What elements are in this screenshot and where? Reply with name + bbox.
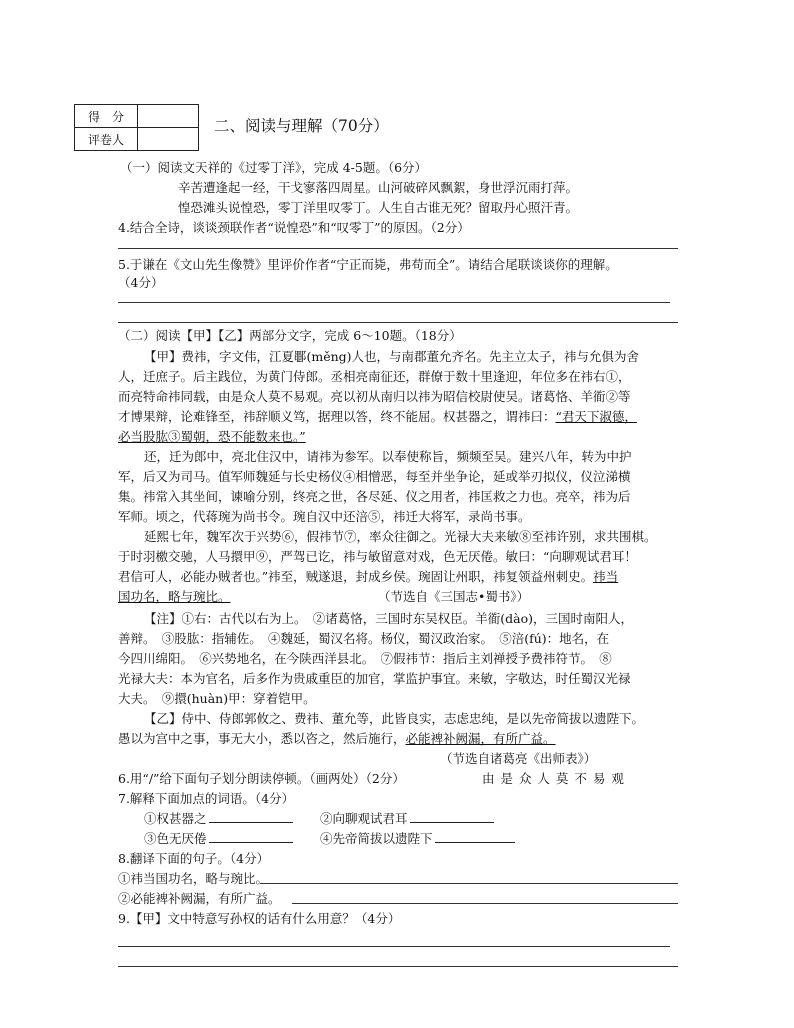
answer-line-q8a[interactable] xyxy=(260,883,678,884)
jia-p1-line4-text: 才博果辩，论难锋至，祎辞顺义笃，据理以答，终不能屈。权甚器之，谓祎曰： xyxy=(118,409,556,424)
score-input-cell[interactable] xyxy=(138,105,199,128)
q7-item-3 xyxy=(144,829,293,847)
jia-p1-line4 xyxy=(118,407,637,425)
jia-source: （节选自《三国志•蜀书》） xyxy=(378,589,530,604)
q7-blank-3[interactable] xyxy=(209,832,293,843)
jia-p3-line1: 延熙七年，魏军次于兴势⑥，假祎节⑦，率众往御之。光禄大夫来敏⑧至祎许别，求共围棋。 xyxy=(144,529,657,544)
jia-p2-line3: 集。祎常入其坐间，谏喻分别，终亮之世，各尽延、仪之用者，祎匡救之力也。亮卒，祎为后 xyxy=(118,489,631,504)
jia-p3-underlined-end: 国功名，略与琬比。 xyxy=(118,589,231,604)
jia-p2-line4: 军师。顷之，代蒋琬为尚书令。琬自汉中还涪⑤，祎迁大将军，录尚书事。 xyxy=(118,509,531,524)
q7-item-4 xyxy=(320,829,515,847)
question-6: 6.用“/”给下面句子划分朗读停顿。（画两处）（2分） xyxy=(118,771,405,786)
q7-item-1-label: ①权甚器之 xyxy=(144,811,207,826)
answer-line-q9a[interactable] xyxy=(118,946,670,947)
jia-p3-line2: 于时羽檄交驰，人马擐甲⑨，严驾已讫，祎与敏留意对戏，色无厌倦。敏曰：“向聊观试君耳！ xyxy=(118,549,637,564)
yi-source: （节选自诸葛亮《出师表》） xyxy=(440,751,597,766)
q7-blank-4[interactable] xyxy=(435,832,515,843)
q7-item-2 xyxy=(320,809,494,827)
score-label: 得 分 xyxy=(75,105,138,128)
jia-p1-line2: 人，迁庶子。后主践位，为黄门侍郎。丞相亮南征还，群僚于数十里逢迎，年位多在祎右①， xyxy=(118,369,631,384)
answer-line-q8b[interactable] xyxy=(292,903,678,904)
note-line2: 善辩。 ③股肱：指辅佐。 ④魏延，蜀汉名将。杨仪，蜀汉政治家。 ⑤涪(fú)：地名，在 xyxy=(118,631,610,646)
answer-line-q4[interactable] xyxy=(118,248,678,249)
poem-line-1: 辛苦遭逢起一经，干戈寥落四周星。山河破碎风飘絮，身世浮沉雨打萍。 xyxy=(178,180,579,195)
q7-item-4-label: ④先帝简拔以遗陛下 xyxy=(320,831,433,846)
poem-line-2: 惶恐滩头说惶恐，零丁洋里叹零丁。人生自古谁无死？留取丹心照汗青。 xyxy=(178,200,579,215)
grader-label: 评卷人 xyxy=(75,128,138,151)
q8-item-2: ②必能裨补阙漏，有所广益。 xyxy=(118,891,281,906)
q7-item-2-label: ②向聊观试君耳 xyxy=(320,811,408,826)
question-7: 7.解释下面加点的词语。（4分） xyxy=(118,791,295,806)
score-table xyxy=(74,104,199,151)
note-line1: 【注】①右：古代以右为上。 ②诸葛恪，三国时东吴权臣。羊衜(dào)，三国时南阳人， xyxy=(144,611,633,626)
jia-p2-line2: 军，后又为司马。值军师魏延与长史杨仪④相憎恶，每至并坐争论，延或举刃拟仪，仪泣涕横 xyxy=(118,469,631,484)
answer-line-q9b[interactable] xyxy=(118,966,678,967)
answer-line-q5b[interactable] xyxy=(118,322,678,323)
jia-p3-underlined-start: 祎当 xyxy=(593,569,619,584)
q7-item-3-label: ③色无厌倦 xyxy=(144,831,207,846)
jia-p1-underlined-1: “君天下淑德， xyxy=(555,409,637,424)
question-8: 8.翻译下面的句子。（4分） xyxy=(118,851,270,866)
question-5-line2: （4分） xyxy=(118,275,164,290)
yi-line2-underlined: 必能裨补阙漏，有所广益。 xyxy=(405,731,556,746)
q7-blank-2[interactable] xyxy=(410,812,494,823)
answer-line-q5a[interactable] xyxy=(118,302,670,303)
section-title: 二、阅读与理解（70分） xyxy=(214,117,389,135)
question-6-sentence: 由 是 众 人 莫 不 易 观 xyxy=(482,771,625,786)
yi-line1: 【乙】侍中、侍郎郭攸之、费祎、董允等，此皆良实，志虑忠纯，是以先帝简拔以遗陛下。 xyxy=(144,711,645,726)
jia-p1-line1: 【甲】费祎，字文伟，江夏鄳(měng)人也，与南郡董允齐名。先主立太子，祎与允俱为舍 xyxy=(144,349,640,364)
note-line5: 大夫。 ⑨擐(huàn)甲：穿着铠甲。 xyxy=(118,691,316,706)
q7-blank-1[interactable] xyxy=(209,812,293,823)
q7-item-1 xyxy=(144,809,293,827)
note-line3: 今四川绵阳。 ⑥兴势地名，在今陕西洋县北。 ⑦假祎节：指后主刘禅授予费祎符节。 ⑧ xyxy=(118,651,612,666)
grader-input-cell[interactable] xyxy=(138,128,199,151)
jia-p2-line1: 还，迁为郎中，亮北住汉中，请祎为参军。以奉使称旨，频频至吴。建兴八年，转为中护 xyxy=(144,449,632,464)
note-line4: 光禄大夫：本为官名，后多作为贵戚重臣的加官，掌监护事宜。来敏，字敬达，时任蜀汉光禄 xyxy=(118,671,631,686)
yi-line2 xyxy=(118,729,556,747)
part1-heading: （一）阅读文天祥的《过零丁洋》，完成 4-5题。（6分） xyxy=(120,160,428,175)
jia-p3-line3 xyxy=(118,567,618,585)
yi-line2-text: 愚以为宫中之事，事无大小，悉以咨之，然后施行， xyxy=(118,731,406,746)
question-9: 9.【甲】文中特意写孙权的话有什么用意？（4分） xyxy=(118,911,401,926)
question-4: 4.结合全诗，谈谈颈联作者“说惶恐”和“叹零丁”的原因。（2分） xyxy=(118,220,470,235)
jia-p3-line3-text: 君信可人，必能办贼者也。”祎至，贼遂退，封成乡侯。琬固让州职，祎复领益州刺史。 xyxy=(118,569,594,584)
q8-item-1: ①祎当国功名，略与琬比。 xyxy=(118,871,269,886)
jia-p1-line3: 而亮特命祎同载，由是众人莫不易观。亮以初从南归以祎为昭信校尉使吴。诸葛恪、羊衜②等 xyxy=(118,389,631,404)
jia-p1-underlined-2: 必当股肱③蜀朝，恐不能数来也。” xyxy=(118,429,306,444)
question-5-line1: 5.于谦在《文山先生像赞》里评价作者“宁正而毙，弗苟而全”。请结合尾联谈谈你的理解。 xyxy=(118,257,618,272)
part2-heading: （二）阅读【甲】【乙】两部分文字，完成 6～10题。（18分） xyxy=(118,328,462,343)
